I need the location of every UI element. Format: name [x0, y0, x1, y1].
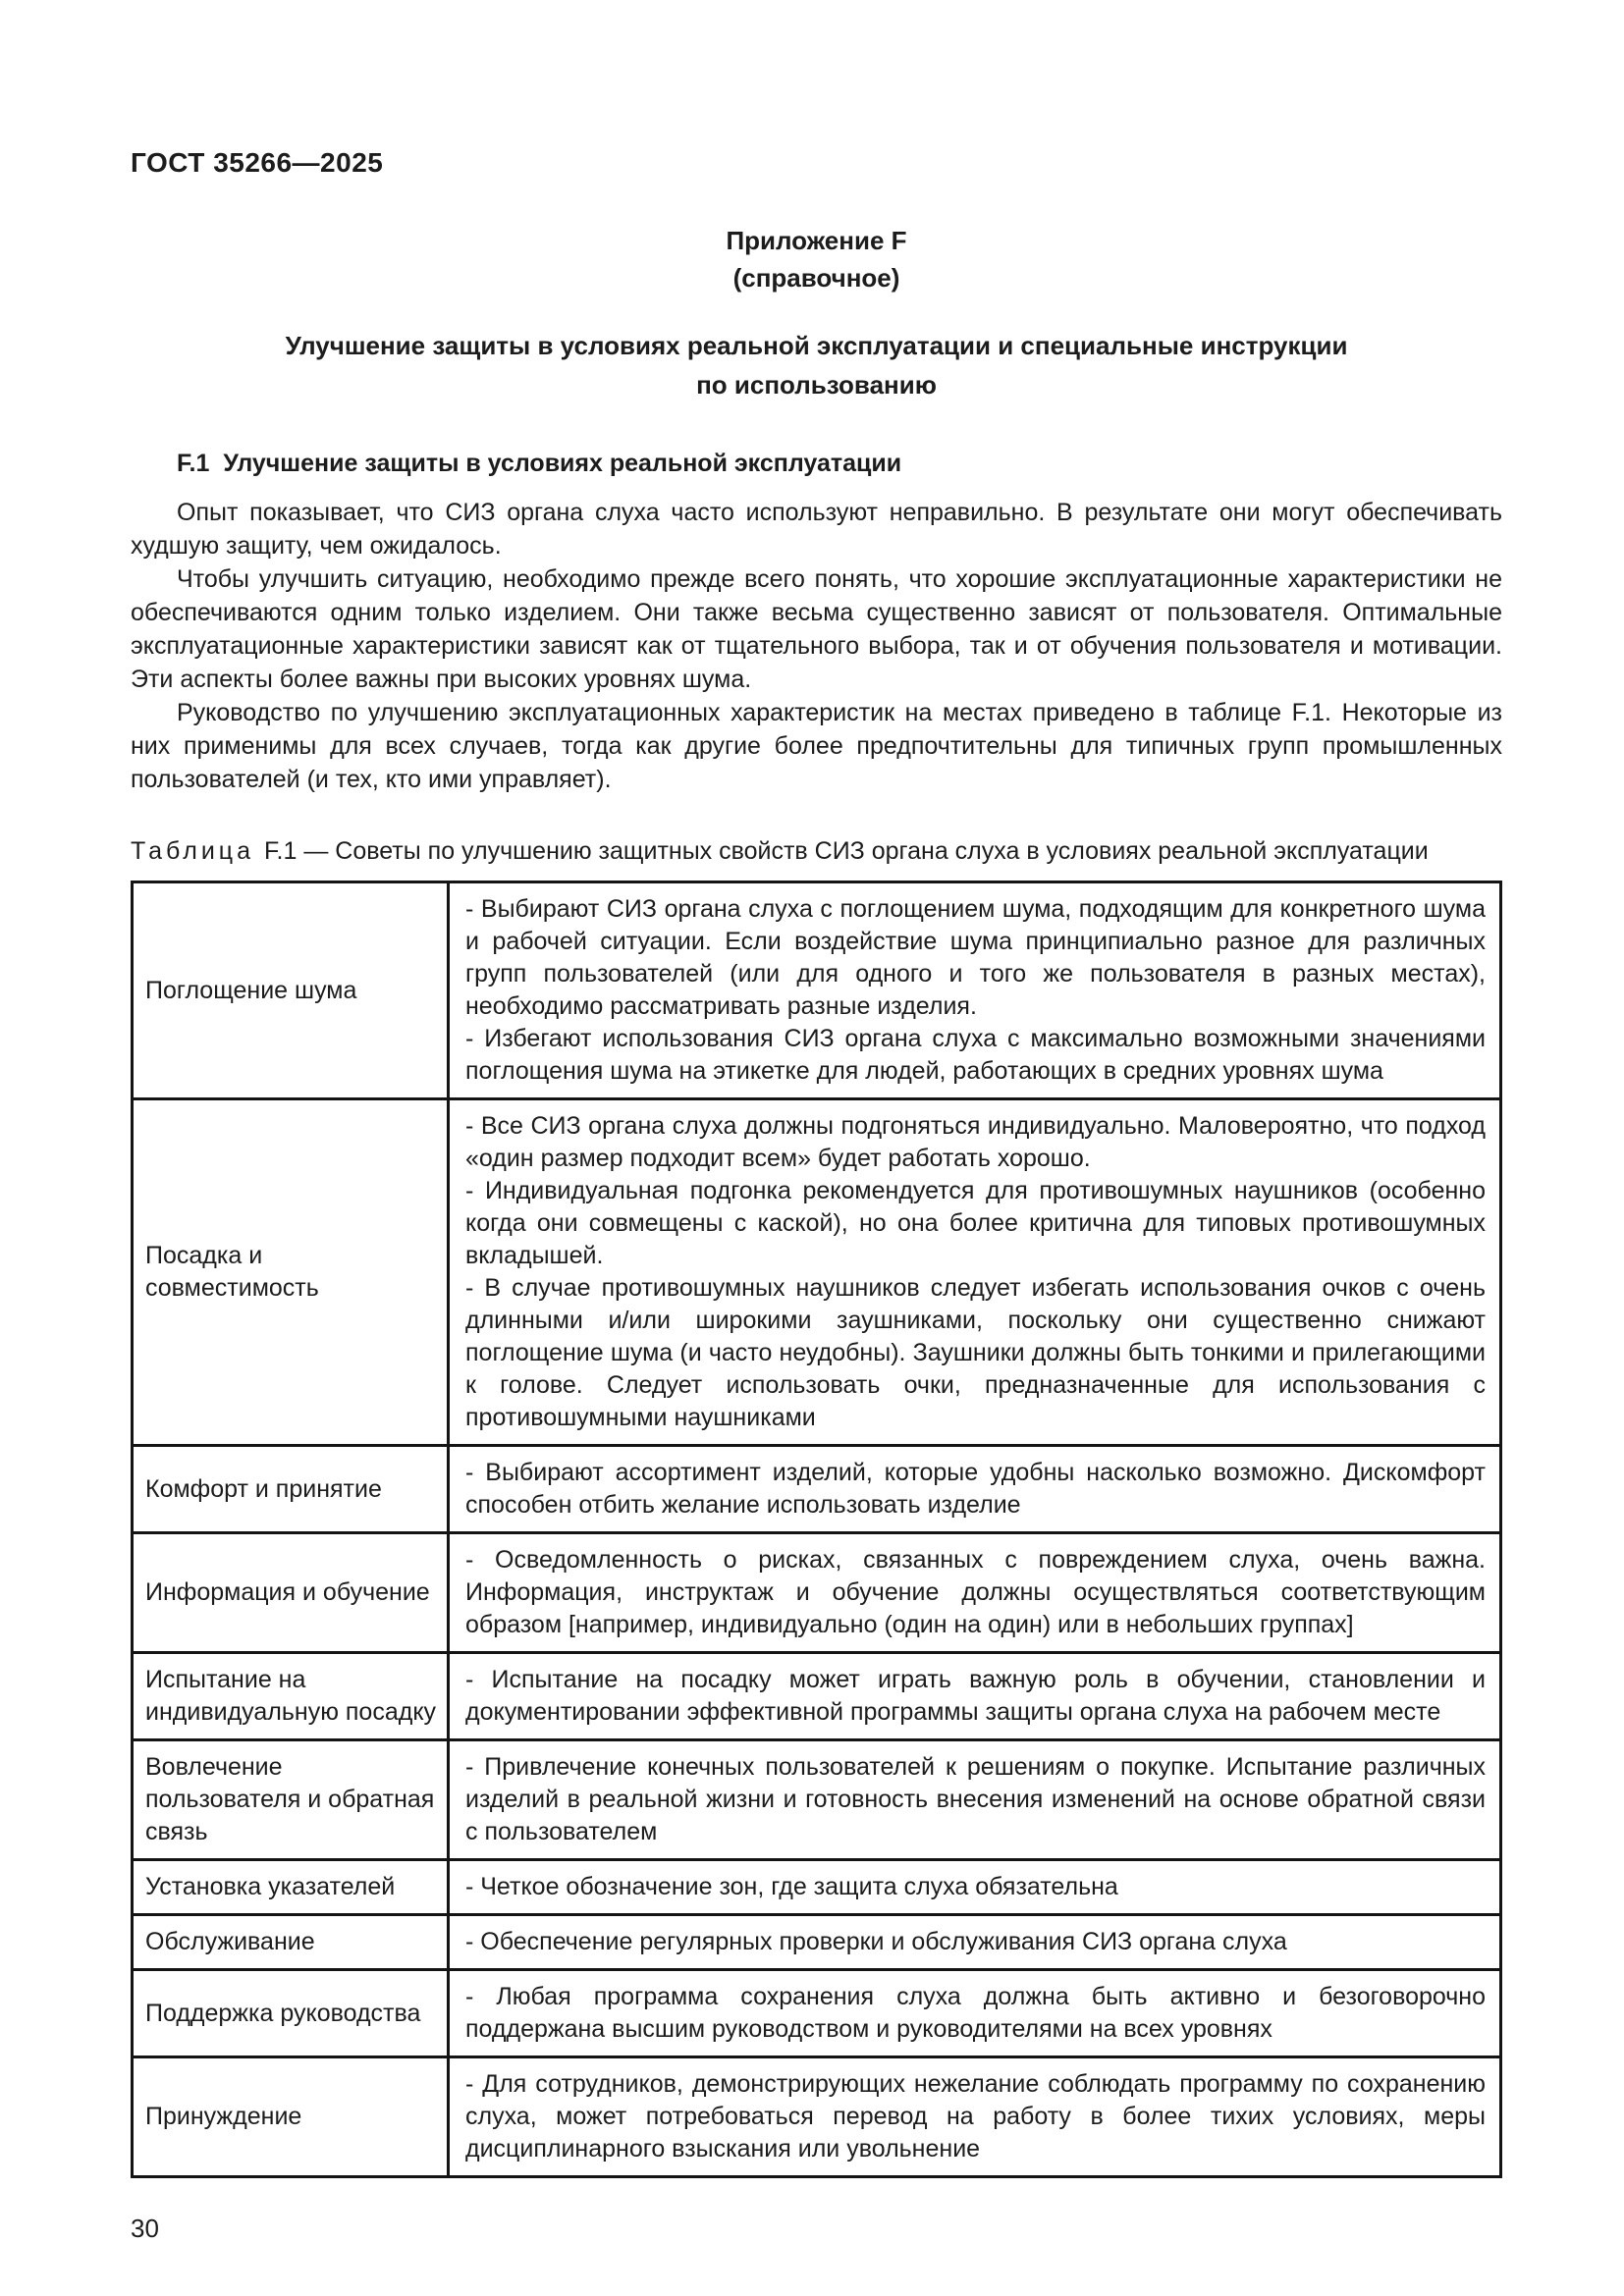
advice-item: - Любая программа сохранения слуха должна быть активно и безоговорочно поддержана высшим руководством и руководителями на всех уровнях [465, 1983, 1486, 2043]
advice-cell [449, 1970, 1501, 2057]
table-row [133, 1970, 1501, 2057]
advice-item: - Индивидуальная подгонка рекомендуется для противошумных наушников (особенно когда они совмещены с каской), но она более критична для типовых противошумных вкладышей. [465, 1177, 1486, 1269]
advice-cell [449, 1446, 1501, 1533]
advice-item: - Выбирают СИЗ органа слуха с поглощением шума, подходящим для конкретного шума и рабочей ситуации. Если воздействие шума принципиально разное для различных групп пользователей (или для одного и того же пользователя в разных местах), необходимо рассматривать разные изделия. [465, 895, 1486, 1020]
advice-cell [449, 1860, 1501, 1915]
category-cell: Установка указателей [133, 1860, 449, 1915]
category-cell: Обслуживание [133, 1915, 449, 1970]
table-f1 [131, 881, 1502, 2178]
section-number: F.1 [177, 450, 210, 477]
advice-cell [449, 1653, 1501, 1740]
table-caption-text: F.1 — Советы по улучшению защитных свойств СИЗ органа слуха в условиях реальной эксплуатации [264, 837, 1429, 865]
advice-item: - Четкое обозначение зон, где защита слуха обязательна [465, 1873, 1118, 1900]
advice-cell [449, 2057, 1501, 2177]
advice-item: - Обеспечение регулярных проверки и обслуживания СИЗ органа слуха [465, 1928, 1287, 1955]
advice-item: - Все СИЗ органа слуха должны подгоняться индивидуально. Маловероятно, что подход «один размер подходит всем» будет работать хорошо. [465, 1112, 1486, 1172]
table-row [133, 1446, 1501, 1533]
category-cell: Вовлечение пользователя и обратная связь [133, 1740, 449, 1860]
advice-cell [449, 1533, 1501, 1653]
table-row [133, 1533, 1501, 1653]
category-cell: Поддержка руководства [133, 1970, 449, 2057]
advice-item: - Привлечение конечных пользователей к решениям о покупке. Испытание различных изделий в реальной жизни и готовность внесения изменений на основе обратной связи с пользователем [465, 1753, 1486, 1845]
advice-item: - Избегают использования СИЗ органа слуха с максимально возможными значениями поглощения шума на этикетке для людей, работающих в средних уровнях шума [465, 1025, 1486, 1085]
appendix-label: Приложение F [726, 226, 907, 255]
table-row [133, 882, 1501, 1099]
advice-cell [449, 1099, 1501, 1446]
table-caption-word: Таблица [131, 837, 255, 865]
body-text [131, 496, 1502, 796]
table-row [133, 1740, 1501, 1860]
advice-item: - Выбирают ассортимент изделий, которые удобны насколько возможно. Дискомфорт способен отбить желание использовать изделие [465, 1459, 1486, 1519]
doc-number: ГОСТ 35266—2025 [131, 147, 384, 178]
advice-item: - В случае противошумных наушников следует избегать использования очков с очень длинными и/или широкими заушниками, поскольку они существенно снижают поглощение шума (и часто неудобны). Заушники должны быть тонкими и прилегающими к голове. Следует использовать очки, предназначенные для использования с противошумными наушниками [465, 1274, 1486, 1431]
appendix-title-line-2: по использованию [696, 370, 937, 400]
paragraph: Опыт показывает, что СИЗ органа слуха часто используют неправильно. В результате они могут обеспечивать худшую защиту, чем ожидалось. [131, 499, 1502, 560]
category-cell: Посадка и совместимость [133, 1099, 449, 1446]
paragraph: Чтобы улучшить ситуацию, необходимо прежде всего понять, что хорошие эксплуатационные характеристики не обеспечиваются одним только изделием. Они также весьма существенно зависят от пользователя. Оптимальные эксплуатационные характеристики зависят как от тщательного выбора, так и от обучения пользователя и мотивации. Эти аспекты более важны при высоких уровнях шума. [131, 565, 1502, 693]
category-cell: Принуждение [133, 2057, 449, 2177]
table-caption [131, 835, 1502, 867]
appendix-title [131, 326, 1502, 404]
advice-cell [449, 1915, 1501, 1970]
advice-cell [449, 1740, 1501, 1860]
table-row [133, 2057, 1501, 2177]
category-cell: Поглощение шума [133, 882, 449, 1099]
advice-item: - Осведомленность о рисках, связанных с повреждением слуха, очень важна. Информация, инструктаж и обучение должны осуществляться соответствующим образом [например, индивидуально (один на один) или в небольших группах] [465, 1546, 1486, 1638]
table-row [133, 1915, 1501, 1970]
table-row [133, 1653, 1501, 1740]
table-row [133, 1099, 1501, 1446]
section-title: Улучшение защиты в условиях реальной эксплуатации [223, 450, 902, 477]
paragraph: Руководство по улучшению эксплуатационных характеристик на местах приведено в таблице F.1. Некоторые из них применимы для всех случаев, тогда как другие более предпочтительны для типичных групп промышленных пользователей (и тех, кто ими управляет). [131, 699, 1502, 793]
table-row [133, 1860, 1501, 1915]
appendix-type: (справочное) [732, 263, 900, 293]
category-cell: Информация и обучение [133, 1533, 449, 1653]
appendix-title-line-1: Улучшение защиты в условиях реальной эксплуатации и специальные инструкции [285, 331, 1348, 360]
advice-item: - Для сотрудников, демонстрирующих нежелание соблюдать программу по сохранению слуха, может потребоваться перевод на работу в более тихих условиях, меры дисциплинарного взыскания или увольнение [465, 2070, 1486, 2163]
page-number: 30 [131, 2214, 159, 2243]
section-heading [131, 450, 1502, 478]
advice-item: - Испытание на посадку может играть важную роль в обучении, становлении и документировании эффективной программы защиты органа слуха на рабочем месте [465, 1666, 1486, 1726]
category-cell: Испытание на индивидуальную посадку [133, 1653, 449, 1740]
advice-cell [449, 882, 1501, 1099]
category-cell: Комфорт и принятие [133, 1446, 449, 1533]
